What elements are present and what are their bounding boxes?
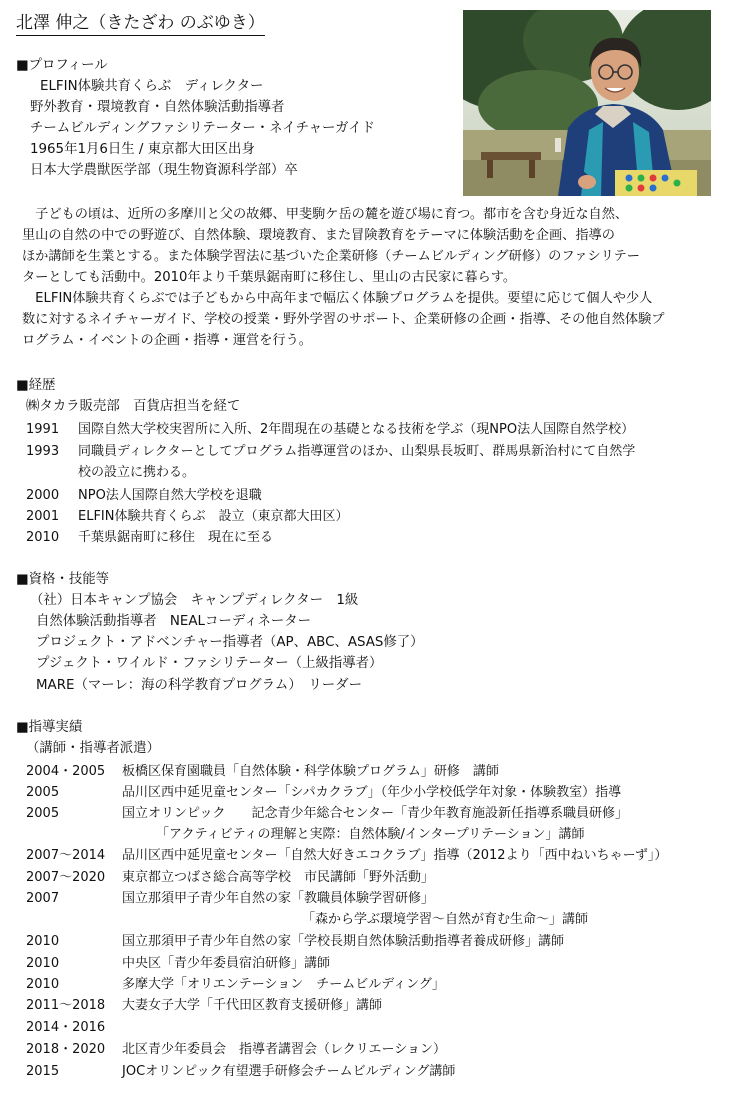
achievement-text: 国立那須甲子青少年自然の家「学校長期自然体験活動指導者養成研修」講師 [122,934,565,949]
achievement-text: 品川区西中延児童センター「シパカクラブ」（年少小学校低学年対象・体験教室）指導 [122,785,622,800]
achievement-year: 2007～2014 [26,848,106,863]
career-intro: ㈱タカラ販売部 百貨店担当を経て [26,399,241,414]
qualification-line: （社）日本キャンプ協会 キャンプディレクター 1級 [30,593,359,608]
qualification-line: 自然体験活動指導者 NEALコーディネーター [36,614,312,629]
achievement-text: JOCオリンピック有望選手研修会チームビルディング講師 [122,1064,456,1079]
achievement-text: 北区青少年委員会 指導者講習会（レクリエーション） [122,1042,446,1057]
achievement-year: 2005 [26,785,60,800]
achievement-year: 2005 [26,806,60,821]
bio-line: ログラム・イベントの企画・指導・運営を行う。 [22,333,312,348]
achievement-year: 2007～2020 [26,870,106,885]
achievement-year: 2014・2016 [26,1020,106,1035]
achievement-year: 2007 [26,891,60,906]
achievement-text: 東京都立つばさ総合高等学校 市民講師「野外活動」 [122,870,435,885]
career-text: ELFIN体験共育くらぶ 設立（東京都大田区） [78,509,349,524]
achievement-year: 2011～2018 [26,998,106,1013]
bio-line: 数に対するネイチャーガイド、学校の授業・野外学習のサポート、企業研修の企画・指導、その他自然体験プ [22,312,665,327]
bio-line: 子どもの頃は、近所の多摩川と父の故郷、甲斐駒ケ岳の麓を遊び場に育つ。都市を含む身近な自然、 [22,207,629,222]
portrait-illustration [463,10,711,196]
achievement-year: 2018・2020 [26,1042,106,1057]
career-text: 千葉県鋸南町に移住 現在に至る [78,530,274,545]
career-text: NPO法人国際自然大学校を退職 [78,488,262,503]
profile-heading: ■プロフィール [16,58,108,73]
profile-line: 1965年1月6日生 / 東京都大田区出身 [30,142,255,157]
achievement-text: 中央区「青少年委員宿泊研修」講師 [122,956,331,971]
achievement-text: 大妻女子大学「千代田区教育支援研修」講師 [122,998,383,1013]
achievements-heading: ■指導実績 [16,720,83,735]
achievement-text: 「森から学ぶ環境学習～自然が育む生命～」講師 [302,912,589,927]
achievement-text: 「アクティビティの理解と実際：自然体験/インタープリテーション」講師 [156,827,585,842]
bio-line: ELFIN体験共育くらぶでは子どもから中高年まで幅広く体験プログラムを提供。要望に応じて個人や少人 [22,291,653,306]
achievement-text: 国立オリンピック 記念青少年総合センター「青少年教育施設新任指導系職員研修」 [122,806,628,821]
achievement-text: 国立那須甲子青少年自然の家「教職員体験学習研修」 [122,891,435,906]
achievement-year: 2010 [26,977,60,992]
career-text: 国際自然大学校実習所に入所、2年間現在の基礎となる技術を学ぶ（現NPO法人国際自然学校） [78,422,635,437]
bio-line: ターとしても活動中。2010年より千葉県鋸南町に移住し、里山の古民家に暮らす。 [22,270,517,285]
career-year: 1993 [26,444,60,459]
profile-line: 野外教育・環境教育・自然体験活動指導者 [30,100,285,115]
career-text: 校の設立に携わる。 [78,465,196,480]
portrait-photo [463,10,711,196]
qualification-line: MARE（マーレ：海の科学教育プログラム） リーダー [36,678,362,693]
profile-line: ELFIN体験共育くらぶ ディレクター [40,79,264,94]
achievement-year: 2010 [26,934,60,949]
career-year: 1991 [26,422,60,437]
achievement-year: 2004・2005 [26,764,106,779]
profile-line: チームビルディングファシリテーター・ネイチャーガイド [30,121,375,136]
career-heading: ■経歴 [16,378,56,393]
bio-line: ほか講師を生業とする。また体験学習法に基づいた企業研修（チームビルディング研修）のファシリテー [22,249,640,264]
profile-line: 日本大学農獣医学部（現生物資源科学部）卒 [30,163,298,178]
qualification-line: プジェクト・ワイルド・ファシリテーター（上級指導者） [36,656,383,671]
achievements-sub: （講師・指導者派遣） [26,741,160,756]
career-year: 2001 [26,509,60,524]
career-text: 同職員ディレクターとしてプログラム指導運営のほか、山梨県長坂町、群馬県新治村にて自然学 [78,444,636,459]
achievement-text: 品川区西中延児童センター「自然大好きエコクラブ」指導（2012より「西中ねいちゃーず」） [122,848,668,863]
achievement-text: 多摩大学「オリエンテーション チームビルディング」 [122,977,445,992]
achievement-text: 板橋区保育園職員「自然体験・科学体験プログラム」研修 講師 [122,764,499,779]
achievement-year: 2010 [26,956,60,971]
qualification-line: プロジェクト・アドベンチャー指導者（AP、ABC、ASAS修了） [36,635,424,650]
achievement-year: 2015 [26,1064,60,1079]
bio-line: 里山の自然の中での野遊び、自然体験、環境教育、また冒険教育をテーマに体験活動を企画、指導の [22,228,615,243]
career-year: 2000 [26,488,60,503]
career-year: 2010 [26,530,60,545]
qualifications-heading: ■資格・技能等 [16,572,109,587]
page-title: 北澤 伸之（きたざわ のぶゆき） [16,12,265,36]
